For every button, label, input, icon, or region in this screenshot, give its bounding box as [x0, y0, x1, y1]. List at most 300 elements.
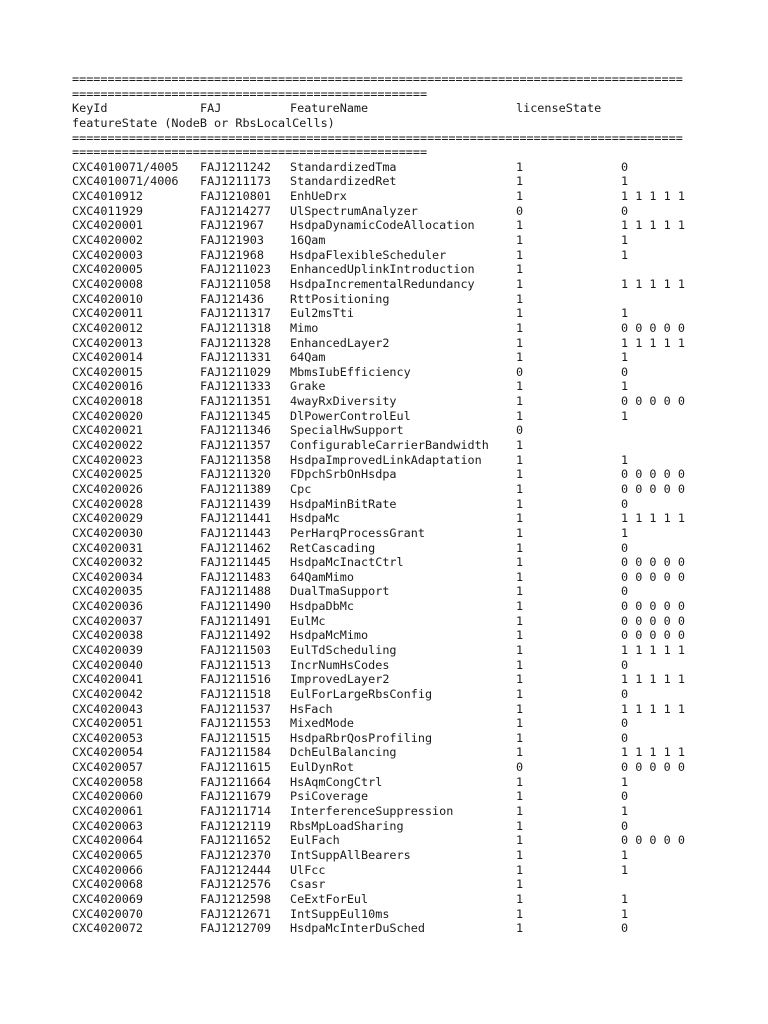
cell-licensestate: 0 [516, 203, 524, 218]
cell-featurestate: 1 1 1 1 1 [621, 511, 685, 526]
table-row [72, 189, 712, 204]
table-row [72, 628, 712, 643]
cell-featurestate: 1 1 1 1 1 [621, 672, 685, 687]
cell-featurename: InterferenceSuppression [290, 804, 454, 819]
cell-faj: FAJ1211537 [200, 701, 272, 716]
cell-keyid: CXC4020043 [72, 701, 144, 716]
cell-licensestate: 1 [516, 818, 524, 833]
table-row [72, 745, 712, 760]
cell-faj: FAJ1212576 [200, 877, 272, 892]
cell-licensestate: 1 [516, 159, 524, 174]
table-row [72, 350, 712, 365]
cell-faj: FAJ1211513 [200, 657, 272, 672]
cell-keyid: CXC4020021 [72, 423, 144, 438]
cell-featurestate: 1 [621, 525, 629, 540]
cell-featurename: MixedMode [290, 716, 354, 731]
cell-keyid: CXC4020041 [72, 672, 144, 687]
cell-licensestate: 1 [516, 628, 524, 643]
cell-keyid: CXC4020063 [72, 818, 144, 833]
cell-featurename: EnhancedLayer2 [290, 335, 390, 350]
cell-licensestate: 1 [516, 467, 524, 482]
table-row [72, 555, 712, 570]
cell-featurename: ConfigurableCarrierBandwidth [290, 438, 489, 453]
feature-rows [72, 160, 712, 936]
cell-licensestate: 1 [516, 247, 524, 262]
cell-licensestate: 1 [516, 862, 524, 877]
table-row [72, 702, 712, 717]
cell-faj: FAJ1210801 [200, 189, 272, 204]
cell-keyid: CXC4020030 [72, 525, 144, 540]
table-row [72, 467, 712, 482]
cell-licensestate: 1 [516, 701, 524, 716]
cell-faj: FAJ121968 [200, 247, 264, 262]
cell-featurestate: 1 [621, 804, 629, 819]
cell-keyid: CXC4020069 [72, 891, 144, 906]
cell-faj: FAJ1211488 [200, 584, 272, 599]
cell-keyid: CXC4020051 [72, 716, 144, 731]
cell-faj: FAJ1211491 [200, 613, 272, 628]
table-row [72, 482, 712, 497]
table-row [72, 775, 712, 790]
cell-keyid: CXC4020029 [72, 511, 144, 526]
cell-keyid: CXC4020035 [72, 584, 144, 599]
cell-featurestate: 1 1 1 1 1 [621, 701, 685, 716]
table-row [72, 584, 712, 599]
cell-faj: FAJ1211503 [200, 642, 272, 657]
cell-keyid: CXC4020031 [72, 540, 144, 555]
cell-featurestate: 1 [621, 379, 629, 394]
cell-featurestate: 1 1 1 1 1 [621, 218, 685, 233]
separator-rule: ====================================================================================== [72, 72, 683, 86]
cell-featurestate: 1 [621, 174, 629, 189]
table-row [72, 409, 712, 424]
cell-licensestate: 1 [516, 921, 524, 936]
cell-licensestate: 0 [516, 423, 524, 438]
table-row [72, 423, 712, 438]
cell-keyid: CXC4020072 [72, 921, 144, 936]
cell-featurestate: 1 1 1 1 1 [621, 642, 685, 657]
cell-featurestate: 0 [621, 496, 629, 511]
cell-faj: FAJ1211173 [200, 174, 272, 189]
cell-featurestate: 0 [621, 540, 629, 555]
cell-licensestate: 1 [516, 276, 524, 291]
cell-licensestate: 1 [516, 686, 524, 701]
cell-featurestate: 0 0 0 0 0 [621, 320, 685, 335]
cell-licensestate: 1 [516, 730, 524, 745]
cell-licensestate: 1 [516, 906, 524, 921]
cell-faj: FAJ1212709 [200, 921, 272, 936]
table-row [72, 819, 712, 834]
cell-licensestate: 1 [516, 525, 524, 540]
cell-featurestate: 0 0 0 0 0 [621, 481, 685, 496]
table-row [72, 394, 712, 409]
table-row [72, 731, 712, 746]
cell-featurename: HsdpaFlexibleScheduler [290, 247, 447, 262]
cell-featurename: DchEulBalancing [290, 745, 397, 760]
cell-keyid: CXC4011929 [72, 203, 144, 218]
cell-featurestate: 0 [621, 364, 629, 379]
cell-featurestate: 1 [621, 247, 629, 262]
cell-faj: FAJ1211615 [200, 760, 272, 775]
cell-licensestate: 1 [516, 291, 524, 306]
table-row [72, 233, 712, 248]
cell-faj: FAJ1211328 [200, 335, 272, 350]
cell-faj: FAJ1211462 [200, 540, 272, 555]
header-faj: FAJ [200, 101, 222, 116]
cell-licensestate: 1 [516, 452, 524, 467]
cell-faj: FAJ121967 [200, 218, 264, 233]
cell-licensestate: 1 [516, 642, 524, 657]
cell-licensestate: 1 [516, 789, 524, 804]
table-row [72, 804, 712, 819]
cell-keyid: CXC4020012 [72, 320, 144, 335]
cell-keyid: CXC4010071/4006 [72, 174, 179, 189]
cell-faj: FAJ1212119 [200, 818, 272, 833]
cell-featurestate: 1 [621, 233, 629, 248]
cell-featurename: FDpchSrbOnHsdpa [290, 467, 397, 482]
cell-featurename: EulDynRot [290, 760, 354, 775]
cell-featurestate: 0 0 0 0 0 [621, 569, 685, 584]
table-row [72, 292, 712, 307]
table-row [72, 365, 712, 380]
cell-featurestate: 0 [621, 686, 629, 701]
cell-featurestate: 1 [621, 306, 629, 321]
cell-featurename: Grake [290, 379, 326, 394]
cell-featurestate: 0 [621, 203, 629, 218]
cell-featurestate: 0 0 0 0 0 [621, 467, 685, 482]
cell-featurename: CeExtForEul [290, 891, 369, 906]
table-row [72, 218, 712, 233]
cell-featurename: 64QamMimo [290, 569, 354, 584]
cell-keyid: CXC4020061 [72, 804, 144, 819]
cell-featurestate: 0 [621, 921, 629, 936]
cell-faj: FAJ1211318 [200, 320, 272, 335]
cell-featurestate: 0 0 0 0 0 [621, 394, 685, 409]
cell-faj: FAJ1212598 [200, 891, 272, 906]
header-keyid: KeyId [72, 101, 108, 116]
cell-faj: FAJ1211516 [200, 672, 272, 687]
feature-license-listing [72, 72, 712, 936]
table-row [72, 321, 712, 336]
cell-featurename: Cpc [290, 481, 312, 496]
cell-licensestate: 1 [516, 891, 524, 906]
cell-featurestate: 0 0 0 0 0 [621, 613, 685, 628]
cell-featurestate: 0 [621, 716, 629, 731]
cell-keyid: CXC4020028 [72, 496, 144, 511]
cell-faj: FAJ1211652 [200, 833, 272, 848]
cell-keyid: CXC4020010 [72, 291, 144, 306]
cell-faj: FAJ1211664 [200, 774, 272, 789]
cell-featurestate: 1 [621, 906, 629, 921]
cell-featurename: EnhancedUplinkIntroduction [290, 262, 475, 277]
cell-featurename: DlPowerControlEul [290, 408, 411, 423]
cell-faj: FAJ1212671 [200, 906, 272, 921]
cell-licensestate: 1 [516, 584, 524, 599]
cell-keyid: CXC4020023 [72, 452, 144, 467]
cell-featurestate: 0 0 0 0 0 [621, 555, 685, 570]
cell-featurestate: 1 1 1 1 1 [621, 335, 685, 350]
cell-faj: FAJ1211492 [200, 628, 272, 643]
cell-keyid: CXC4020008 [72, 276, 144, 291]
cell-licensestate: 1 [516, 599, 524, 614]
cell-keyid: CXC4010071/4005 [72, 159, 179, 174]
cell-faj: FAJ1211357 [200, 438, 272, 453]
cell-licensestate: 1 [516, 408, 524, 423]
cell-keyid: CXC4020042 [72, 686, 144, 701]
cell-keyid: CXC4020002 [72, 233, 144, 248]
cell-featurename: HsFach [290, 701, 333, 716]
cell-keyid: CXC4020060 [72, 789, 144, 804]
cell-keyid: CXC4020040 [72, 657, 144, 672]
header-licensestate: licenseState [516, 101, 602, 116]
cell-faj: FAJ1211679 [200, 789, 272, 804]
cell-licensestate: 1 [516, 774, 524, 789]
cell-keyid: CXC4020068 [72, 877, 144, 892]
cell-featurestate: 1 [621, 452, 629, 467]
cell-keyid: CXC4020018 [72, 394, 144, 409]
cell-licensestate: 1 [516, 833, 524, 848]
table-row [72, 570, 712, 585]
cell-featurename: HsdpaMcMimo [290, 628, 369, 643]
cell-featurename: RbsMpLoadSharing [290, 818, 404, 833]
cell-featurestate: 0 0 0 0 0 [621, 833, 685, 848]
cell-featurestate: 0 [621, 159, 629, 174]
table-row [72, 614, 712, 629]
cell-featurename: MbmsIubEfficiency [290, 364, 411, 379]
cell-keyid: CXC4020065 [72, 847, 144, 862]
cell-featurename: IntSuppAllBearers [290, 847, 411, 862]
table-row [72, 277, 712, 292]
cell-keyid: CXC4020034 [72, 569, 144, 584]
cell-keyid: CXC4020015 [72, 364, 144, 379]
cell-featurestate: 1 [621, 847, 629, 862]
cell-faj: FAJ121436 [200, 291, 264, 306]
table-row [72, 379, 712, 394]
cell-featurename: Csasr [290, 877, 326, 892]
separator-rule: ====================================================================================== [72, 130, 683, 145]
cell-keyid: CXC4020022 [72, 438, 144, 453]
cell-licensestate: 1 [516, 569, 524, 584]
cell-featurename: Mimo [290, 320, 319, 335]
separator-rule: ================================================== [72, 86, 428, 101]
cell-featurestate: 0 0 0 0 0 [621, 628, 685, 643]
cell-featurename: HsAqmCongCtrl [290, 774, 383, 789]
cell-featurestate: 0 [621, 730, 629, 745]
cell-faj: FAJ1211515 [200, 730, 272, 745]
cell-faj: FAJ1212444 [200, 862, 272, 877]
table-row [72, 599, 712, 614]
cell-keyid: CXC4020070 [72, 906, 144, 921]
cell-featurestate: 0 [621, 789, 629, 804]
cell-faj: FAJ1211351 [200, 394, 272, 409]
cell-licensestate: 1 [516, 496, 524, 511]
cell-keyid: CXC4020003 [72, 247, 144, 262]
table-row [72, 643, 712, 658]
cell-featurename: EulMc [290, 613, 326, 628]
cell-featurestate: 1 [621, 408, 629, 423]
cell-featurename: HsdpaMcInterDuSched [290, 921, 425, 936]
cell-faj: FAJ1211518 [200, 686, 272, 701]
table-row [72, 336, 712, 351]
cell-licensestate: 1 [516, 174, 524, 189]
cell-faj: FAJ1211389 [200, 481, 272, 496]
header-featurestate: featureState (NodeB or RbsLocalCells) [72, 115, 335, 130]
cell-faj: FAJ1211358 [200, 452, 272, 467]
cell-keyid: CXC4020054 [72, 745, 144, 760]
cell-licensestate: 1 [516, 540, 524, 555]
table-row [72, 877, 712, 892]
table-row [72, 760, 712, 775]
cell-featurename: HsdpaDynamicCodeAllocation [290, 218, 475, 233]
cell-featurename: Eul2msTti [290, 306, 354, 321]
cell-keyid: CXC4020014 [72, 350, 144, 365]
cell-faj: FAJ1211333 [200, 379, 272, 394]
cell-faj: FAJ121903 [200, 233, 264, 248]
cell-keyid: CXC4020013 [72, 335, 144, 350]
cell-featurename: IncrNumHsCodes [290, 657, 390, 672]
table-row [72, 306, 712, 321]
cell-faj: FAJ1211058 [200, 276, 272, 291]
cell-faj: FAJ1211445 [200, 555, 272, 570]
table-row [72, 526, 712, 541]
cell-licensestate: 0 [516, 364, 524, 379]
cell-featurename: 16Qam [290, 233, 326, 248]
cell-licensestate: 1 [516, 716, 524, 731]
cell-faj: FAJ1211242 [200, 159, 272, 174]
cell-featurename: 4wayRxDiversity [290, 394, 397, 409]
cell-keyid: CXC4020001 [72, 218, 144, 233]
cell-featurestate: 1 [621, 891, 629, 906]
cell-licensestate: 1 [516, 847, 524, 862]
cell-featurestate: 0 0 0 0 0 [621, 760, 685, 775]
cell-licensestate: 0 [516, 760, 524, 775]
cell-keyid: CXC4020011 [72, 306, 144, 321]
cell-faj: FAJ1211490 [200, 599, 272, 614]
table-row [72, 511, 712, 526]
cell-featurestate: 1 [621, 350, 629, 365]
header-featurename: FeatureName [290, 101, 369, 116]
cell-featurename: HsdpaMcInactCtrl [290, 555, 404, 570]
cell-keyid: CXC4020053 [72, 730, 144, 745]
cell-keyid: CXC4020066 [72, 862, 144, 877]
cell-licensestate: 1 [516, 613, 524, 628]
cell-faj: FAJ1211345 [200, 408, 272, 423]
cell-licensestate: 1 [516, 394, 524, 409]
cell-licensestate: 1 [516, 189, 524, 204]
cell-featurestate: 1 1 1 1 1 [621, 745, 685, 760]
separator-rule: ================================================== [72, 145, 428, 160]
cell-featurestate: 0 [621, 584, 629, 599]
cell-featurestate: 1 [621, 774, 629, 789]
cell-faj: FAJ1211023 [200, 262, 272, 277]
cell-keyid: CXC4020032 [72, 555, 144, 570]
cell-licensestate: 1 [516, 218, 524, 233]
cell-licensestate: 1 [516, 745, 524, 760]
cell-faj: FAJ1211317 [200, 306, 272, 321]
cell-faj: FAJ1211553 [200, 716, 272, 731]
cell-keyid: CXC4020057 [72, 760, 144, 775]
cell-licensestate: 1 [516, 438, 524, 453]
cell-keyid: CXC4020036 [72, 599, 144, 614]
cell-featurename: HsdpaImprovedLinkAdaptation [290, 452, 482, 467]
cell-faj: FAJ1211439 [200, 496, 272, 511]
cell-faj: FAJ1211443 [200, 525, 272, 540]
cell-licensestate: 1 [516, 877, 524, 892]
cell-licensestate: 1 [516, 320, 524, 335]
table-row [72, 658, 712, 673]
column-header-row [72, 101, 712, 116]
cell-keyid: CXC4020058 [72, 774, 144, 789]
cell-faj: FAJ1211346 [200, 423, 272, 438]
cell-keyid: CXC4020037 [72, 613, 144, 628]
cell-featurename: 64Qam [290, 350, 326, 365]
cell-faj: FAJ1211320 [200, 467, 272, 482]
table-row [72, 497, 712, 512]
cell-featurestate: 1 1 1 1 1 [621, 276, 685, 291]
cell-licensestate: 1 [516, 672, 524, 687]
cell-keyid: CXC4020016 [72, 379, 144, 394]
cell-featurestate: 0 0 0 0 0 [621, 599, 685, 614]
table-row [72, 892, 712, 907]
table-row [72, 863, 712, 878]
table-row [72, 789, 712, 804]
cell-featurename: HsdpaMinBitRate [290, 496, 397, 511]
cell-faj: FAJ1212370 [200, 847, 272, 862]
cell-featurestate: 0 [621, 657, 629, 672]
cell-keyid: CXC4020020 [72, 408, 144, 423]
cell-featurename: HsdpaDbMc [290, 599, 354, 614]
cell-featurename: IntSuppEul10ms [290, 906, 390, 921]
table-row [72, 921, 712, 936]
cell-keyid: CXC4020038 [72, 628, 144, 643]
cell-faj: FAJ1211483 [200, 569, 272, 584]
cell-licensestate: 1 [516, 379, 524, 394]
cell-licensestate: 1 [516, 555, 524, 570]
cell-featurename: UlFcc [290, 862, 326, 877]
cell-licensestate: 1 [516, 233, 524, 248]
table-row [72, 262, 712, 277]
cell-featurestate: 1 1 1 1 1 [621, 189, 685, 204]
table-row [72, 848, 712, 863]
cell-featurename: StandardizedTma [290, 159, 397, 174]
cell-keyid: CXC4020025 [72, 467, 144, 482]
cell-faj: FAJ1214277 [200, 203, 272, 218]
table-row [72, 716, 712, 731]
table-row [72, 453, 712, 468]
cell-featurename: HsdpaRbrQosProfiling [290, 730, 433, 745]
cell-licensestate: 1 [516, 657, 524, 672]
cell-keyid: CXC4020026 [72, 481, 144, 496]
cell-featurename: EnhUeDrx [290, 189, 347, 204]
cell-licensestate: 1 [516, 262, 524, 277]
cell-featurename: UlSpectrumAnalyzer [290, 203, 418, 218]
cell-faj: FAJ1211441 [200, 511, 272, 526]
cell-featurename: EulFach [290, 833, 340, 848]
cell-faj: FAJ1211331 [200, 350, 272, 365]
cell-faj: FAJ1211029 [200, 364, 272, 379]
cell-featurename: EulForLargeRbsConfig [290, 686, 433, 701]
cell-keyid: CXC4010912 [72, 189, 144, 204]
table-row [72, 541, 712, 556]
table-row [72, 160, 712, 175]
cell-featurename: StandardizedRet [290, 174, 397, 189]
table-row [72, 672, 712, 687]
cell-licensestate: 1 [516, 306, 524, 321]
cell-licensestate: 1 [516, 350, 524, 365]
table-row [72, 204, 712, 219]
cell-featurename: PerHarqProcessGrant [290, 525, 425, 540]
cell-featurename: RttPositioning [290, 291, 390, 306]
